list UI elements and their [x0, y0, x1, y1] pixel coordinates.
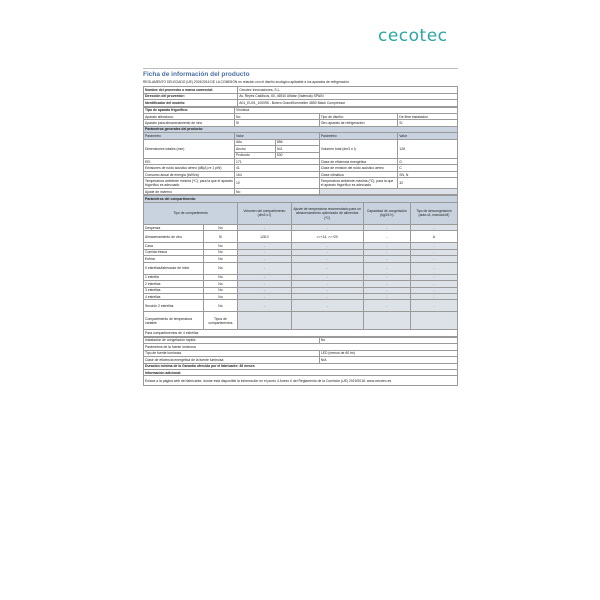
row-label: Tipo de diseño:	[319, 113, 398, 119]
compartment-cell: -	[363, 287, 410, 293]
compartment-cell: -	[363, 274, 410, 280]
variable-compartment-label: Compartimento de temperatura variable	[144, 312, 204, 330]
header-cell: Valor	[235, 133, 320, 139]
light-type-value: LED (menos de 60 lm)	[319, 350, 457, 356]
compartment-name: Despensa	[144, 224, 204, 230]
compartment-cell: -	[291, 293, 363, 299]
compartment-cell: -	[238, 256, 291, 262]
light-class-label: Clase de eficiencia energética de la fuente luminosa	[144, 357, 320, 363]
header-cell: Volumen del compartimento (dm3 o l)	[238, 202, 291, 224]
compartment-yn: Sí	[203, 231, 238, 243]
compartment-cell: -	[363, 243, 410, 249]
dim-label: Profundo	[235, 152, 276, 158]
compartment-name: Comida fresca	[144, 249, 204, 255]
extra-heading: Información adicional:	[144, 370, 458, 376]
row-label: Clase de emisión del ruido acústico aéreo	[319, 165, 398, 171]
compartment-cell: -	[363, 256, 410, 262]
compartment-cell: -	[238, 293, 291, 299]
row-value: 10	[235, 178, 320, 189]
four-star-label: Para compartimentos de 4 estrellas	[144, 330, 458, 336]
volume-label: Volumen total (dm3 o l)	[319, 139, 398, 158]
brand-logo: cecotec	[378, 26, 448, 46]
compartment-cell: -	[363, 231, 410, 243]
compartment-name: 2 estrellas	[144, 281, 204, 287]
compartment-yn: No	[203, 256, 238, 262]
compartment-cell: -	[238, 224, 291, 230]
row-label: Aparato silencioso:	[144, 113, 235, 119]
dim-label: Alto	[235, 139, 276, 145]
compartment-name: Almacenamiento de vino	[144, 231, 204, 243]
type-label: Tipo de aparato frigorífico:	[144, 107, 235, 113]
compartment-cell: -	[238, 281, 291, 287]
compartment-cell: -	[410, 281, 457, 287]
compartment-cell: -	[410, 249, 457, 255]
compartment-cell: -	[291, 262, 363, 274]
header-cell: Valor	[398, 133, 458, 139]
supplier-value: Cecotec Innovaciones, S.L.	[238, 87, 458, 93]
compartments-table	[143, 195, 458, 336]
volume-value: 128	[398, 139, 458, 158]
compartment-name: 1 estrella	[144, 274, 204, 280]
compartment-cell: 128.0	[238, 231, 291, 243]
compartment-yn: No	[203, 249, 238, 255]
row-label: Emisiones de ruido acústico aéreo (dB(A) re 1 pW)	[144, 165, 235, 171]
row-value: 32	[398, 178, 458, 189]
model-label: Identificador del modelo:	[144, 100, 238, 106]
compartment-cell: -	[291, 224, 363, 230]
row-value: De libre instalación	[398, 113, 458, 119]
fast-freeze-value: No	[319, 337, 457, 343]
compartment-cell: -	[291, 281, 363, 287]
compartment-cell: -	[363, 293, 410, 299]
compartment-yn: No	[203, 287, 238, 293]
dims-label: Dimensiones totales (mm)	[144, 139, 235, 158]
row-label: Aparato para almacenamiento de vino	[144, 120, 235, 126]
row-value: Sí	[235, 120, 320, 126]
row-value: No	[235, 113, 320, 119]
empty-cell	[291, 312, 363, 330]
row-value: No	[235, 189, 320, 195]
compartment-name: Sección 2 estrellas	[144, 300, 204, 312]
row-label: Ajuste de invierno	[144, 189, 235, 195]
compartment-cell: -	[291, 256, 363, 262]
light-heading: Parámetros de la fuente luminosa	[144, 344, 458, 350]
extra-text: Enlace a la página web del fabricante, donde está disponible la información en el punto 4 Anexo II del Reglamento de la Comisión (UE) 2019/2016: www.cecotec.es	[144, 376, 458, 386]
bottom-table	[143, 337, 458, 387]
general-table	[143, 107, 458, 196]
compartments-heading: Parámetros del compartimento:	[144, 196, 458, 202]
compartment-cell: -	[238, 274, 291, 280]
row-value: 171	[235, 159, 320, 165]
compartment-yn: No	[203, 300, 238, 312]
header-cell: Tipo de descongelación (auto=A, manual=M)	[410, 202, 457, 224]
compartment-cell: -	[291, 249, 363, 255]
address-value: Av. Reyes Católicos, 60, 46910 Alfafar (Valencia) SPAIN	[238, 93, 458, 99]
compartment-cell: -	[410, 274, 457, 280]
fast-freeze-label: Instalación de congelación rápida	[144, 337, 320, 343]
compartment-cell: -	[410, 224, 457, 230]
compartment-cell: A	[410, 231, 457, 243]
row-label: Consumo anual de energía (kWh/a)	[144, 171, 235, 177]
row-label: Otro aparato de refrigeración:	[319, 120, 398, 126]
compartment-cell: -	[238, 243, 291, 249]
empty-cell	[238, 312, 291, 330]
compartment-cell: -	[363, 249, 410, 255]
light-type-label: Tipo de fuente luminosa	[144, 350, 320, 356]
supplier-label: Nombre del proveedor o marca comercial:	[144, 87, 238, 93]
compartment-name: Enfriar	[144, 256, 204, 262]
supplier-table	[143, 86, 458, 106]
compartment-cell: -	[238, 262, 291, 274]
compartment-name: 3 estrellas	[144, 287, 204, 293]
compartment-cell: -	[291, 243, 363, 249]
compartment-yn: No	[203, 274, 238, 280]
type-value: Vinoteca	[235, 107, 458, 113]
compartment-yn: No	[203, 243, 238, 249]
compartment-cell: -	[363, 300, 410, 312]
general-heading: Parámetros generales del producto:	[144, 126, 458, 132]
dim-value: 530	[275, 152, 319, 158]
compartment-cell: -	[410, 256, 457, 262]
empty-cell	[319, 189, 457, 195]
compartment-cell: -	[410, 243, 457, 249]
row-label: Temperatura ambiente máxima (ºC), para la que el aparato frigorífico es adecuado	[319, 178, 398, 189]
sheet-title: Ficha de información del producto	[143, 68, 458, 80]
dim-label: Ancho	[235, 146, 276, 152]
row-value: G	[398, 159, 458, 165]
empty-cell	[363, 312, 410, 330]
dim-value: 541	[275, 146, 319, 152]
header-cell: Parámetro	[319, 133, 398, 139]
dim-value: 856	[275, 139, 319, 145]
empty-cell	[410, 312, 457, 330]
compartment-cell: -	[363, 224, 410, 230]
compartment-yn: No	[203, 293, 238, 299]
compartment-cell: -	[238, 287, 291, 293]
header-cell: Parámetro	[144, 133, 235, 139]
compartment-cell: -	[291, 300, 363, 312]
row-value: C	[398, 165, 458, 171]
row-label: EEI	[144, 159, 235, 165]
row-label: Temperatura ambiente mínima (ºC), para la que el aparato frigorífico es adecuado	[145, 178, 233, 188]
compartment-cell: -	[363, 281, 410, 287]
row-value: Sí	[398, 120, 458, 126]
product-information-sheet	[143, 68, 458, 386]
warranty-text: Duración mínima de la Garantía ofrecida por el fabricante: 36 meses	[144, 363, 458, 369]
compartment-cell: -	[363, 262, 410, 274]
compartment-cell: <=+14, >=+20	[291, 231, 363, 243]
compartment-name: 0 estrellas/fabricador de hielo	[144, 262, 204, 274]
row-value: 164	[235, 171, 320, 177]
row-label: Clase climática	[319, 171, 398, 177]
row-label: Clase de eficiencia energética	[319, 159, 398, 165]
row-value: 41	[235, 165, 320, 171]
compartment-cell: -	[410, 287, 457, 293]
header-cell: Tipo de compartimento	[144, 202, 238, 224]
variable-compartment-types: Tipos de compartimentos	[203, 312, 238, 330]
compartment-cell: -	[238, 300, 291, 312]
header-cell: Capacidad de congelación (kg/24 h)	[363, 202, 410, 224]
compartment-yn: No	[203, 262, 238, 274]
compartment-yn: No	[203, 281, 238, 287]
address-label: Dirección del proveedor:	[144, 93, 238, 99]
compartment-cell: -	[291, 274, 363, 280]
compartment-cell: -	[410, 300, 457, 312]
compartment-cell: -	[410, 262, 457, 274]
regulation-text: REGLAMENTO DELEGADO (UE) 2019/2016 DE LA COMISIÓN en relación con el diseño ecológico aplicable a los aparatos de refrigeración.	[143, 80, 350, 85]
compartment-cell: -	[410, 293, 457, 299]
compartment-name: 4 estrellas	[144, 293, 204, 299]
light-class-value: N/A	[319, 357, 457, 363]
header-cell: Ajuste de temperatura recomendado para un almacenamiento optimizado de alimentos (ºC)	[291, 202, 363, 224]
row-value: SN, N	[398, 171, 458, 177]
compartment-cell: -	[291, 287, 363, 293]
compartment-yn: No	[203, 224, 238, 230]
compartment-cell: -	[238, 249, 291, 255]
model-value: A01_EU01_100095 - Bolero GrandSommelier 4850 Black Compressor	[238, 100, 458, 106]
compartment-name: Cava	[144, 243, 204, 249]
